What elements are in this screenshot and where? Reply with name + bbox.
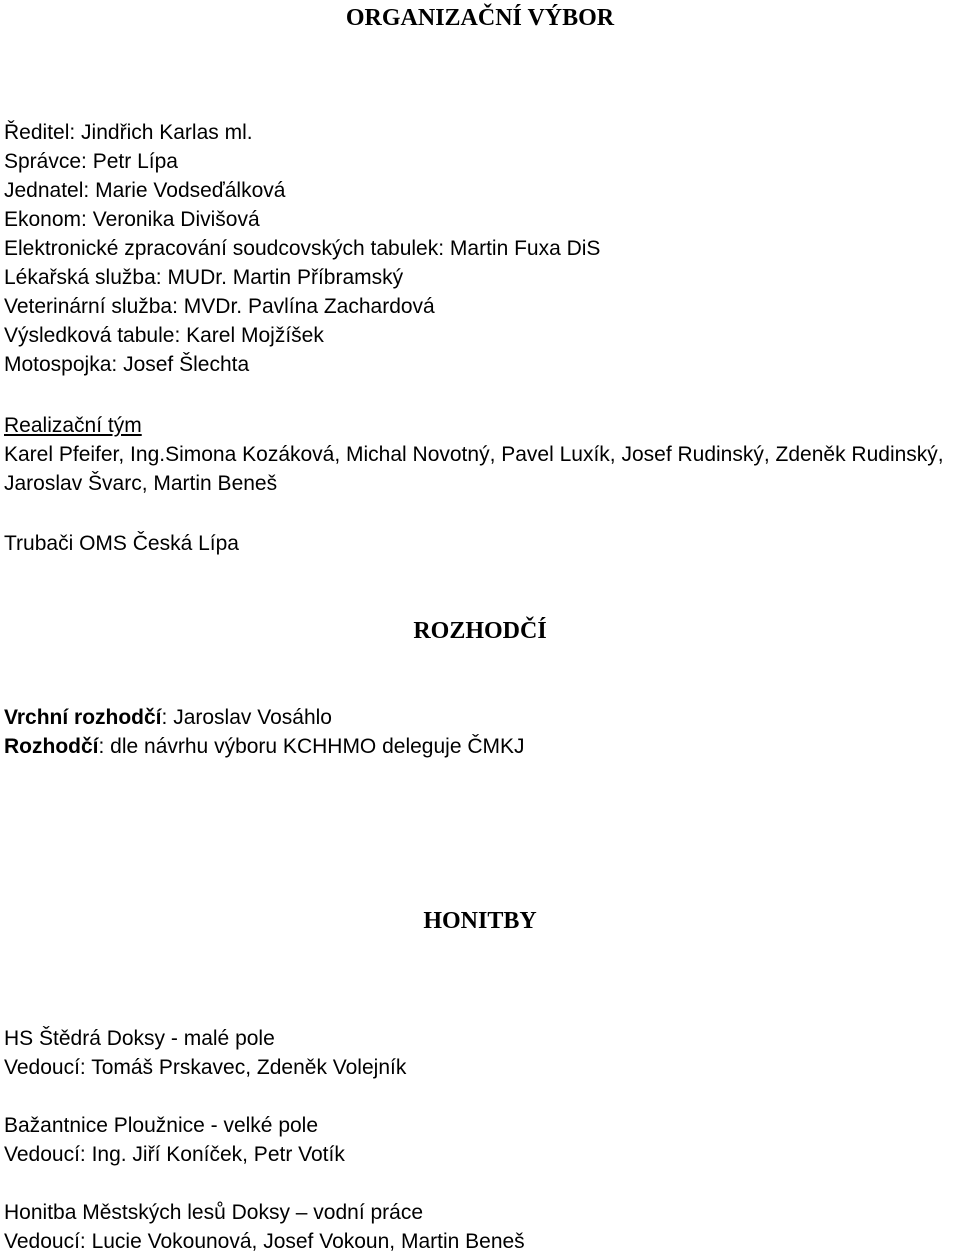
committee-title: ORGANIZAČNÍ VÝBOR [345, 5, 615, 31]
role-value: Petr Lípa [92, 150, 178, 173]
referee-line [4, 732, 956, 761]
role-value: Jindřich Karlas ml. [81, 121, 253, 144]
referee-value: : dle návrhu výboru KCHHMO deleguje ČMKJ [98, 735, 525, 758]
hunting-ground-3 [4, 1198, 956, 1256]
role-label: Veterinární služba: [4, 295, 178, 318]
committee-roles [4, 118, 956, 379]
role-line-results-board [4, 321, 956, 350]
referee-label: Rozhodčí [4, 735, 99, 758]
hunting-ground-name: Honitba Městských lesů Doksy – vodní práce [4, 1201, 424, 1224]
hunting-ground-leader: Vedoucí: Ing. Jiří Koníček, Petr Votík [4, 1143, 345, 1166]
role-label: Jednatel: [4, 179, 90, 202]
role-line-veterinary-service [4, 292, 956, 321]
role-value: Karel Mojžíšek [186, 324, 324, 347]
role-label: Ekonom: [4, 208, 87, 231]
role-label: Elektronické zpracování soudcovských tabulek: [4, 237, 445, 260]
team-heading: Realizační tým [4, 414, 142, 437]
hunting-ground-name: Bažantnice Ploužnice - velké pole [4, 1114, 319, 1137]
hunting-grounds-title: HONITBY [423, 908, 537, 934]
role-label: Správce: [4, 150, 87, 173]
role-line-secretary [4, 176, 956, 205]
referees-title: ROZHODČÍ [413, 618, 547, 644]
role-label: Ředitel: [4, 121, 76, 144]
chief-referee-line [4, 703, 956, 732]
hunting-ground-leader: Vedoucí: Tomáš Prskavec, Zdeněk Volejník [4, 1056, 407, 1079]
hunting-ground-2 [4, 1111, 956, 1169]
chief-referee-label: Vrchní rozhodčí [4, 706, 162, 729]
team-section [4, 411, 956, 498]
role-label: Motospojka: [4, 353, 118, 376]
referees-list [4, 703, 956, 761]
role-line-economist [4, 205, 956, 234]
role-value: Veronika Divišová [92, 208, 260, 231]
hunting-ground-name: HS Štědrá Doksy - malé pole [4, 1027, 275, 1050]
hunting-ground-leader: Vedoucí: Lucie Vokounová, Josef Vokoun, Martin Beneš [4, 1230, 525, 1253]
role-value: Marie Vodseďálková [95, 179, 286, 202]
role-label: Výsledková tabule: [4, 324, 181, 347]
team-members: Karel Pfeifer, Ing.Simona Kozáková, Michal Novotný, Pavel Luxík, Josef Rudinský, Zdeněk Rudinský, Jaroslav Švarc, Martin Beneš [4, 443, 944, 495]
role-value: MVDr. Pavlína Zachardová [183, 295, 435, 318]
chief-referee-value: : Jaroslav Vosáhlo [161, 706, 332, 729]
role-line-electronic-processing [4, 234, 956, 263]
role-line-medical-service [4, 263, 956, 292]
hunting-ground-1 [4, 1024, 956, 1082]
role-line-motor-liaison [4, 350, 956, 379]
role-value: Josef Šlechta [123, 353, 250, 376]
role-line-administrator [4, 147, 956, 176]
role-value: MUDr. Martin Příbramský [167, 266, 404, 289]
role-line-director [4, 118, 956, 147]
role-label: Lékařská služba: [4, 266, 162, 289]
role-value: Martin Fuxa DiS [449, 237, 601, 260]
trumpeters-line: Trubači OMS Česká Lípa [4, 532, 239, 555]
